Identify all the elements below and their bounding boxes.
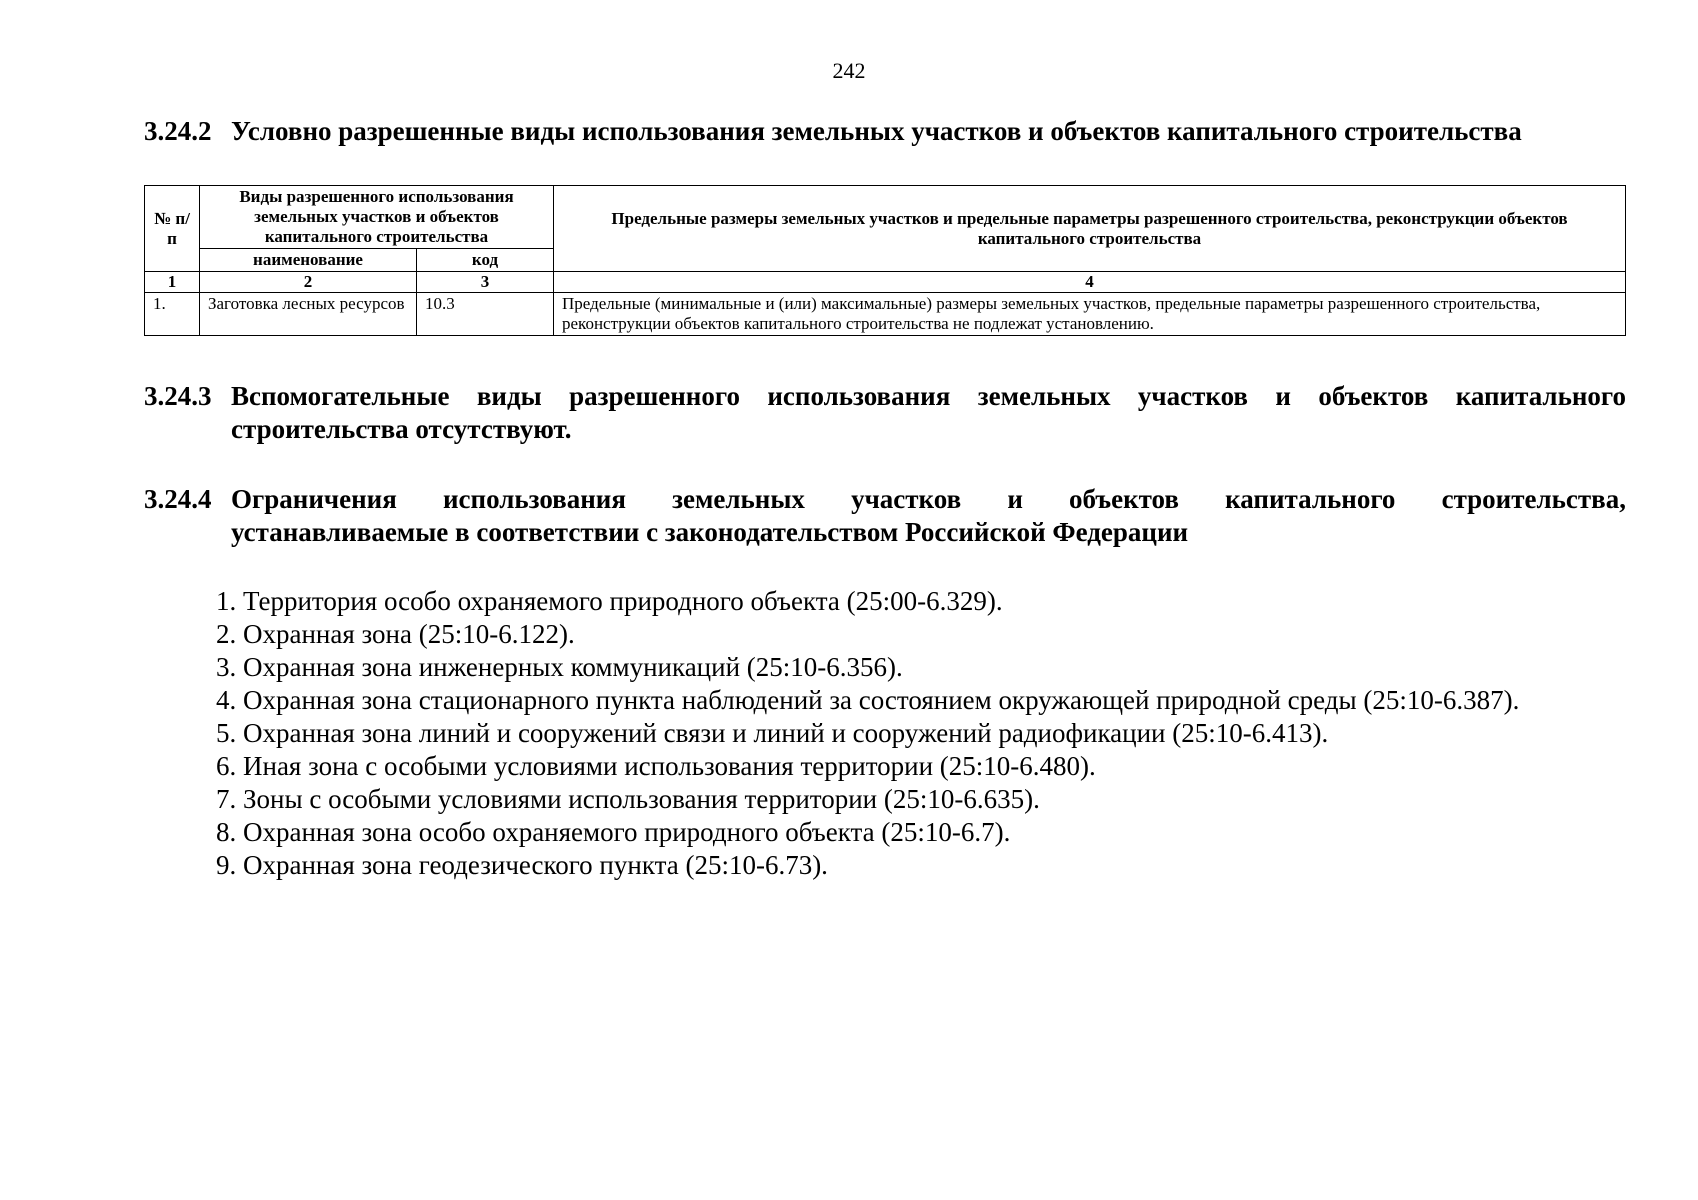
list-item: 8. Охранная зона особо охраняемого природного объекта (25:10-6.7). (216, 817, 1011, 847)
header-num: № п/п (145, 186, 200, 272)
section-3-24-2-heading (144, 115, 1626, 148)
table-row (145, 293, 1626, 336)
list-item: 7. Зоны с особыми условиями использования территории (25:10-6.635). (216, 784, 1040, 814)
column-number: 3 (417, 272, 554, 293)
list-item: 2. Охранная зона (25:10-6.122). (216, 619, 575, 649)
page-number: 242 (832, 58, 866, 83)
row-num: 1. (145, 293, 200, 336)
section-title (231, 380, 1626, 446)
list-item: 1. Территория особо охраняемого природного объекта (25:00-6.329). (216, 586, 1003, 616)
section-3-24-4-heading (144, 483, 1626, 549)
land-use-table (144, 185, 1626, 336)
header-types-group: Виды разрешенного использования земельных участков и объектов капитального строительства (200, 186, 554, 249)
column-number: 1 (145, 272, 200, 293)
header-name: наименование (200, 249, 417, 272)
list-item: 3. Охранная зона инженерных коммуникаций (25:10-6.356). (216, 652, 903, 682)
list-item: 4. Охранная зона стационарного пункта наблюдений за состоянием окружающей природной среды (25:10-6.387). (216, 685, 1520, 715)
section-title (231, 483, 1626, 549)
section-number: 3.24.2 (144, 116, 212, 146)
section-title-line: устанавливаемые в соответствии с законодательством Российской Федерации (231, 517, 1189, 547)
list-item: 9. Охранная зона геодезического пункта (25:10-6.73). (216, 850, 828, 880)
header-code: код (417, 249, 554, 272)
section-title-line: строительства отсутствуют. (231, 414, 572, 444)
row-name: Заготовка лесных ресурсов (200, 293, 417, 336)
header-params: Предельные размеры земельных участков и предельные параметры разрешенного строительства, реконструкции объектов капитального строительства (554, 186, 1626, 272)
section-title: Условно разрешенные виды использования земельных участков и объектов капитального строительства (231, 116, 1522, 146)
section-3-24-3-heading (144, 380, 1626, 446)
section-number: 3.24.3 (144, 381, 212, 411)
row-code: 10.3 (417, 293, 554, 336)
section-title-line: Ограничения использования земельных участков и объектов капитального строительства, (231, 484, 1626, 514)
row-params: Предельные (минимальные и (или) максимальные) размеры земельных участков, предельные параметры разрешенного строительства, реконструкции объектов капитального строительства не подлежат установлению. (554, 293, 1626, 336)
list-item: 6. Иная зона с особыми условиями использования территории (25:10-6.480). (216, 751, 1096, 781)
list-item: 5. Охранная зона линий и сооружений связи и линий и сооружений радиофикации (25:10-6.413). (216, 718, 1329, 748)
section-title-line: Вспомогательные виды разрешенного использования земельных участков и объектов капитального (231, 381, 1626, 411)
restrictions-list (216, 585, 1519, 882)
column-number: 2 (200, 272, 417, 293)
column-number: 4 (554, 272, 1626, 293)
section-number: 3.24.4 (144, 484, 212, 514)
